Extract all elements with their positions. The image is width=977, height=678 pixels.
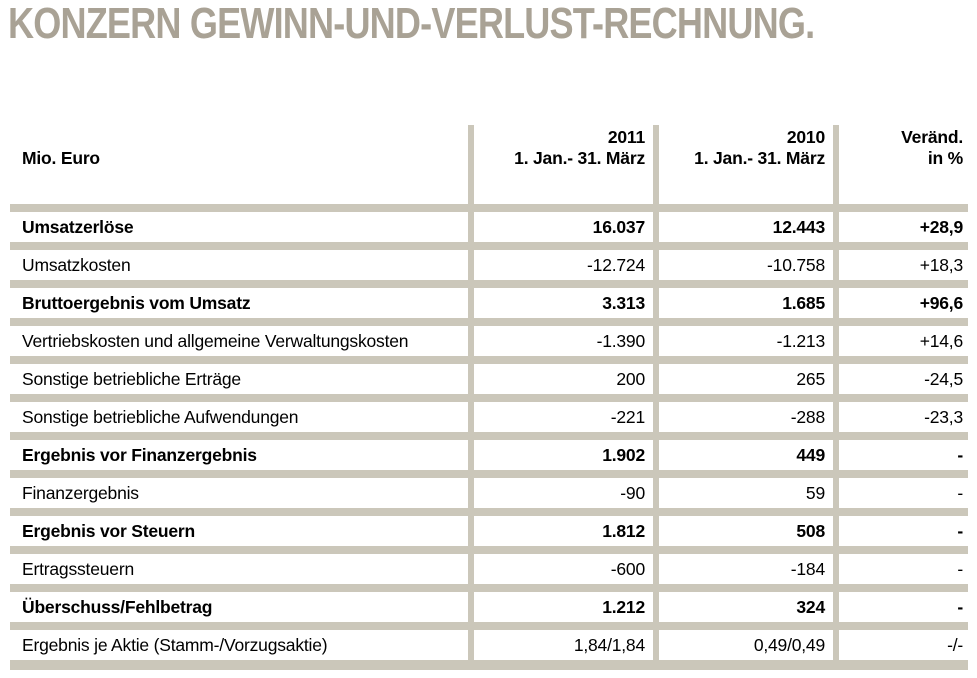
value-change: - <box>957 559 963 579</box>
row-separator <box>10 242 968 250</box>
row-label: Ertragssteuern <box>22 559 134 579</box>
value-2010: -288 <box>790 407 825 427</box>
value-2010: 12.443 <box>772 217 825 237</box>
value-2010: 1.685 <box>782 293 825 313</box>
table-row <box>10 630 968 660</box>
row-separator <box>10 584 968 592</box>
value-2011: 1.212 <box>602 597 645 617</box>
row-label: Finanzergebnis <box>22 483 139 503</box>
value-2011: -12.724 <box>587 255 645 275</box>
value-2011: 16.037 <box>592 217 645 237</box>
value-change: - <box>957 521 963 541</box>
row-label: Vertriebskosten und allgemeine Verwaltungskosten <box>22 331 409 351</box>
value-change: +96,6 <box>919 293 963 313</box>
row-separator <box>10 432 968 440</box>
column-header-2010 <box>653 127 833 204</box>
row-label: Ergebnis je Aktie (Stamm-/Vorzugsaktie) <box>22 635 328 655</box>
row-separator <box>10 622 968 630</box>
value-change: +28,9 <box>919 217 963 237</box>
value-change: -24,5 <box>924 369 963 389</box>
row-separator <box>10 470 968 478</box>
value-2011: -90 <box>620 483 645 503</box>
page-title: KONZERN GEWINN-UND-VERLUST-RECHNUNG. <box>8 0 815 48</box>
table-row <box>10 516 968 546</box>
value-change: - <box>957 597 963 617</box>
table-row <box>10 440 968 470</box>
unit-label: Mio. Euro <box>22 148 100 168</box>
value-2011: 1.902 <box>602 445 645 465</box>
value-2010: -1.213 <box>776 331 825 351</box>
value-2010: 265 <box>796 369 825 389</box>
row-label: Umsatzkosten <box>22 255 131 275</box>
row-label: Ergebnis vor Steuern <box>22 521 195 541</box>
table-row <box>10 326 968 356</box>
column-header-2010-year: 2010 <box>786 127 825 147</box>
value-2011: -600 <box>610 559 645 579</box>
value-2010: 324 <box>796 597 825 617</box>
column-divider <box>468 125 474 670</box>
header-separator <box>10 204 968 212</box>
value-change: +14,6 <box>919 331 963 351</box>
income-statement-table <box>10 125 968 670</box>
value-2010: -10.758 <box>767 255 825 275</box>
row-separator <box>10 394 968 402</box>
table-row <box>10 402 968 432</box>
column-divider <box>833 125 839 670</box>
row-separator <box>10 508 968 516</box>
column-header-2010-period: 1. Jan.- 31. März <box>694 148 825 168</box>
table-row <box>10 592 968 622</box>
table-row <box>10 212 968 242</box>
value-2010: 508 <box>796 521 825 541</box>
value-change: - <box>957 483 963 503</box>
value-change: -/- <box>947 635 963 655</box>
row-separator <box>10 546 968 554</box>
row-label: Sonstige betriebliche Erträge <box>22 369 241 389</box>
column-header-2011-year: 2011 <box>607 127 645 147</box>
column-header-2011 <box>468 127 653 204</box>
row-label: Bruttoergebnis vom Umsatz <box>22 293 251 313</box>
row-label: Umsatzerlöse <box>22 217 134 237</box>
table-row <box>10 364 968 394</box>
value-change: -23,3 <box>924 407 963 427</box>
column-header-change <box>833 127 968 204</box>
value-2011: 200 <box>616 369 645 389</box>
column-header-2011-period: 1. Jan.- 31. März <box>514 148 645 168</box>
value-2011: 1.812 <box>602 521 645 541</box>
table-row <box>10 250 968 280</box>
value-2011: 3.313 <box>602 293 645 313</box>
value-2010: 59 <box>805 483 825 503</box>
value-2011: -1.390 <box>596 331 645 351</box>
table-header-row <box>10 125 968 204</box>
row-label: Sonstige betriebliche Aufwendungen <box>22 407 299 427</box>
row-separator <box>10 318 968 326</box>
table-bottom-border <box>10 660 968 670</box>
column-header-change-unit: in % <box>927 148 963 168</box>
value-change: - <box>957 445 963 465</box>
value-2011: -221 <box>610 407 645 427</box>
table-row <box>10 288 968 318</box>
column-header-change-label: Veränd. <box>901 127 963 147</box>
table-row <box>10 478 968 508</box>
value-2010: -184 <box>790 559 825 579</box>
row-separator <box>10 280 968 288</box>
table-row <box>10 554 968 584</box>
column-divider <box>653 125 659 670</box>
value-2010: 449 <box>796 445 825 465</box>
row-label: Ergebnis vor Finanzergebnis <box>22 445 257 465</box>
value-2011: 1,84/1,84 <box>573 635 645 655</box>
value-change: +18,3 <box>919 255 963 275</box>
value-2010: 0,49/0,49 <box>753 635 825 655</box>
row-label: Überschuss/Fehlbetrag <box>22 597 213 617</box>
row-separator <box>10 356 968 364</box>
